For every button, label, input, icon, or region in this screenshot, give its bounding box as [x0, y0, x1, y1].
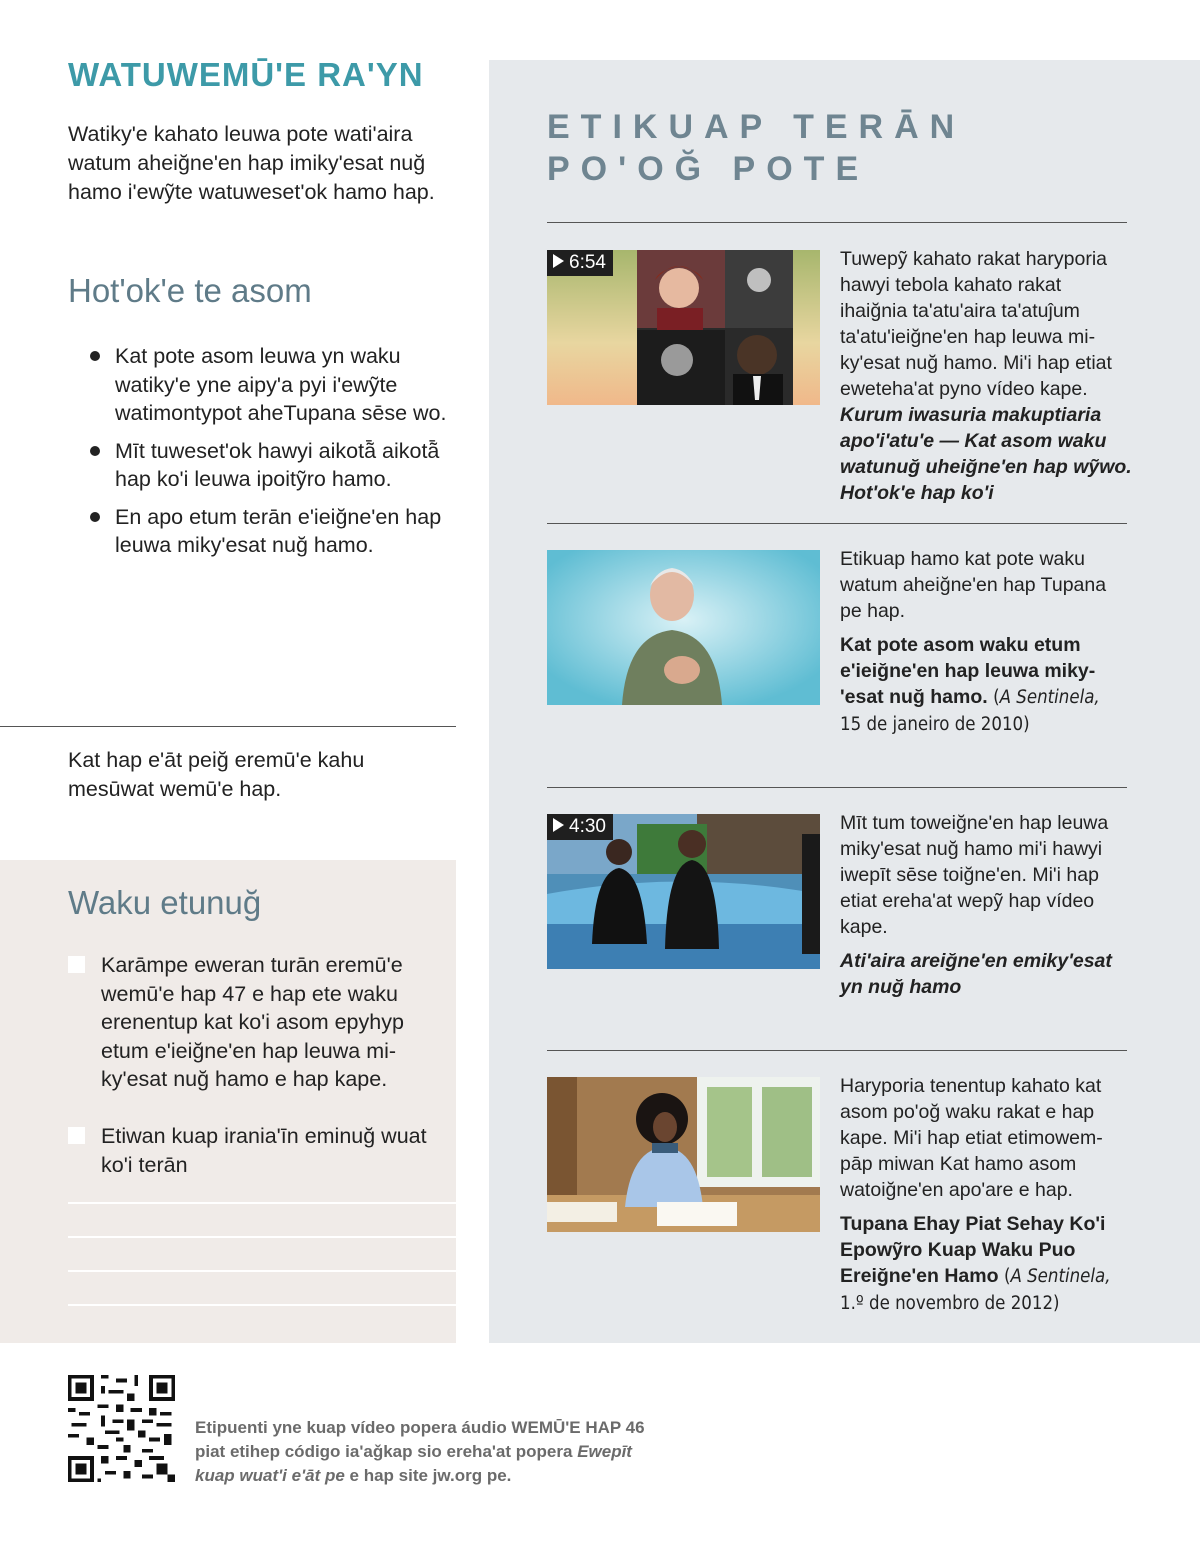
summary-item: Kat pote asom leuwa yn waku watiky'e yne aipy'a pyi i'ewỹte watimontypot aheTupana sēse wo. [90, 342, 450, 428]
article-image [547, 1077, 820, 1232]
lesson-title: WATUWEMŪ'E RA'YN [68, 56, 424, 93]
resource-link[interactable]: Ati'aira areiğne'en emiky'esat yn nuğ hamo [840, 950, 1112, 998]
bullet-icon [90, 446, 100, 456]
divider [0, 726, 456, 727]
review-question: Kat hap e'āt peiğ eremū'e kahu mesūwat wemū'e hap. [68, 748, 365, 801]
resource-description: Etikuap hamo kat pote waku watum aheiğne'en hap Tupana pe hap. Kat pote asom waku etum e'ieiğne'en hap leuwa miky-'esat nuğ hamo. (A Sentinela, 15 de janeiro de 2010) [840, 546, 1132, 738]
footer-note: Etipuenti yne kuap vídeo popera áudio WEMŪ'E HAP 46 piat etihep código ia'aǧkap sio ereha'at popera Ewepīt kuap wuat'i e'āt pe e hap site jw.org pe. [195, 1418, 645, 1485]
video-thumbnail[interactable] [547, 250, 820, 405]
woman-reading-photo [547, 1077, 820, 1232]
summary-list [90, 342, 450, 569]
divider [547, 222, 1127, 223]
divider [547, 787, 1127, 788]
qr-code[interactable] [68, 1375, 175, 1482]
divider [547, 1050, 1127, 1051]
writing-line[interactable] [68, 1236, 456, 1238]
checkbox[interactable] [68, 956, 85, 973]
checkbox[interactable] [68, 1127, 85, 1144]
goal-heading: Waku etunuğ [68, 884, 262, 921]
intro-paragraph: Watiky'e kahato leuwa pote wati'aira watum aheiğne'en hap imiky'esat nuğ hamo i'ewỹte watuweset'ok hamo hap. [68, 122, 435, 204]
video-duration: 6:54 [547, 250, 613, 276]
goal-item: Etiwan kuap irania'īn eminuğ wuat ko'i terān [68, 1122, 438, 1179]
goal-item: Karāmpe eweran turān eremū'e wemū'e hap 47 e hap ete waku erenentup kat ko'i asom epyhyp etum e'ieiğne'en hap leuwa mi-ky'esat nuğ hamo e hap kape. [68, 951, 438, 1094]
man-portrait [547, 550, 820, 705]
play-icon [553, 254, 564, 268]
bullet-icon [90, 351, 100, 361]
resource-description: Haryporia tenentup kahato kat asom po'oğ waku rakat e hap kape. Mi'i hap etiat etimowem-pāp miwan Kat hamo asom watoiğne'en apo'are e hap. Tupana Ehay Piat Sehay Ko'i Epowỹro Kuap Waku Puo Ereiğne'en Hamo (A Sentinela, 1.º de novembro de 2012) [840, 1073, 1132, 1317]
resource-link[interactable]: Kurum iwasuria makuptiaria apo'i'atu'e — Kat asom waku watunuğ uheiğne'en hap wỹwo. Hot'ok'e hap ko'i [840, 404, 1132, 504]
summary-item: Mīt tuweset'ok hawyi aikotã̄ aikotã̄ hap ko'i leuwa ipoitỹro hamo. [90, 437, 450, 494]
divider [547, 523, 1127, 524]
video-thumbnail[interactable] [547, 814, 820, 969]
resource-link[interactable]: Tupana Ehay Piat Sehay Ko'i Epowỹro Kuap Waku Puo Ereiğne'en Hamo (A Sentinela, 1.º de novembro de 2012) [840, 1213, 1111, 1314]
summary-item: En apo etum terān e'ieiğne'en hap leuwa miky'esat nuğ hamo. [90, 503, 450, 560]
website-link[interactable]: e hap site jw.org pe. [349, 1466, 512, 1485]
video-duration: 4:30 [547, 814, 613, 840]
bullet-icon [90, 512, 100, 522]
article-image [547, 550, 820, 705]
resource-description: Tuwepỹ kahato rakat haryporia hawyi tebola kahato rakat ihaiğnia ta'atu'aira ta'atuĵum ta'atu'ieiğne'en hap leuwa mi-ky'esat nuğ hamo. Mi'i hap etiat eweteha'at pyno vídeo kape. Kurum iwasuria makuptiaria apo'i'atu'e — Kat asom waku watunuğ uheiğne'en hap wỹwo. Hot'ok'e hap ko'i [840, 248, 1132, 504]
writing-line[interactable] [68, 1270, 456, 1272]
resource-description: Mīt tum toweiğne'en hap leuwa miky'esat nuğ hamo mi'i hawyi iwepīt sēse toiğne'en. Mi'i hap etiat ereha'at wepỹ hap vídeo kape. Ati'aira areiğne'en emiky'esat yn nuğ hamo [840, 810, 1132, 1000]
writing-line[interactable] [68, 1304, 456, 1306]
resource-link[interactable]: Kat pote asom waku etum e'ieiğne'en hap leuwa miky-'esat nuğ hamo. (A Sentinela, 15 de janeiro de 2010) [840, 634, 1100, 735]
explore-heading: ETIKUAP TERĀN PO'OĞ POTE [547, 108, 966, 188]
play-icon [553, 818, 564, 832]
summary-heading: Hot'ok'e te asom [68, 272, 312, 309]
writing-line[interactable] [68, 1202, 456, 1204]
